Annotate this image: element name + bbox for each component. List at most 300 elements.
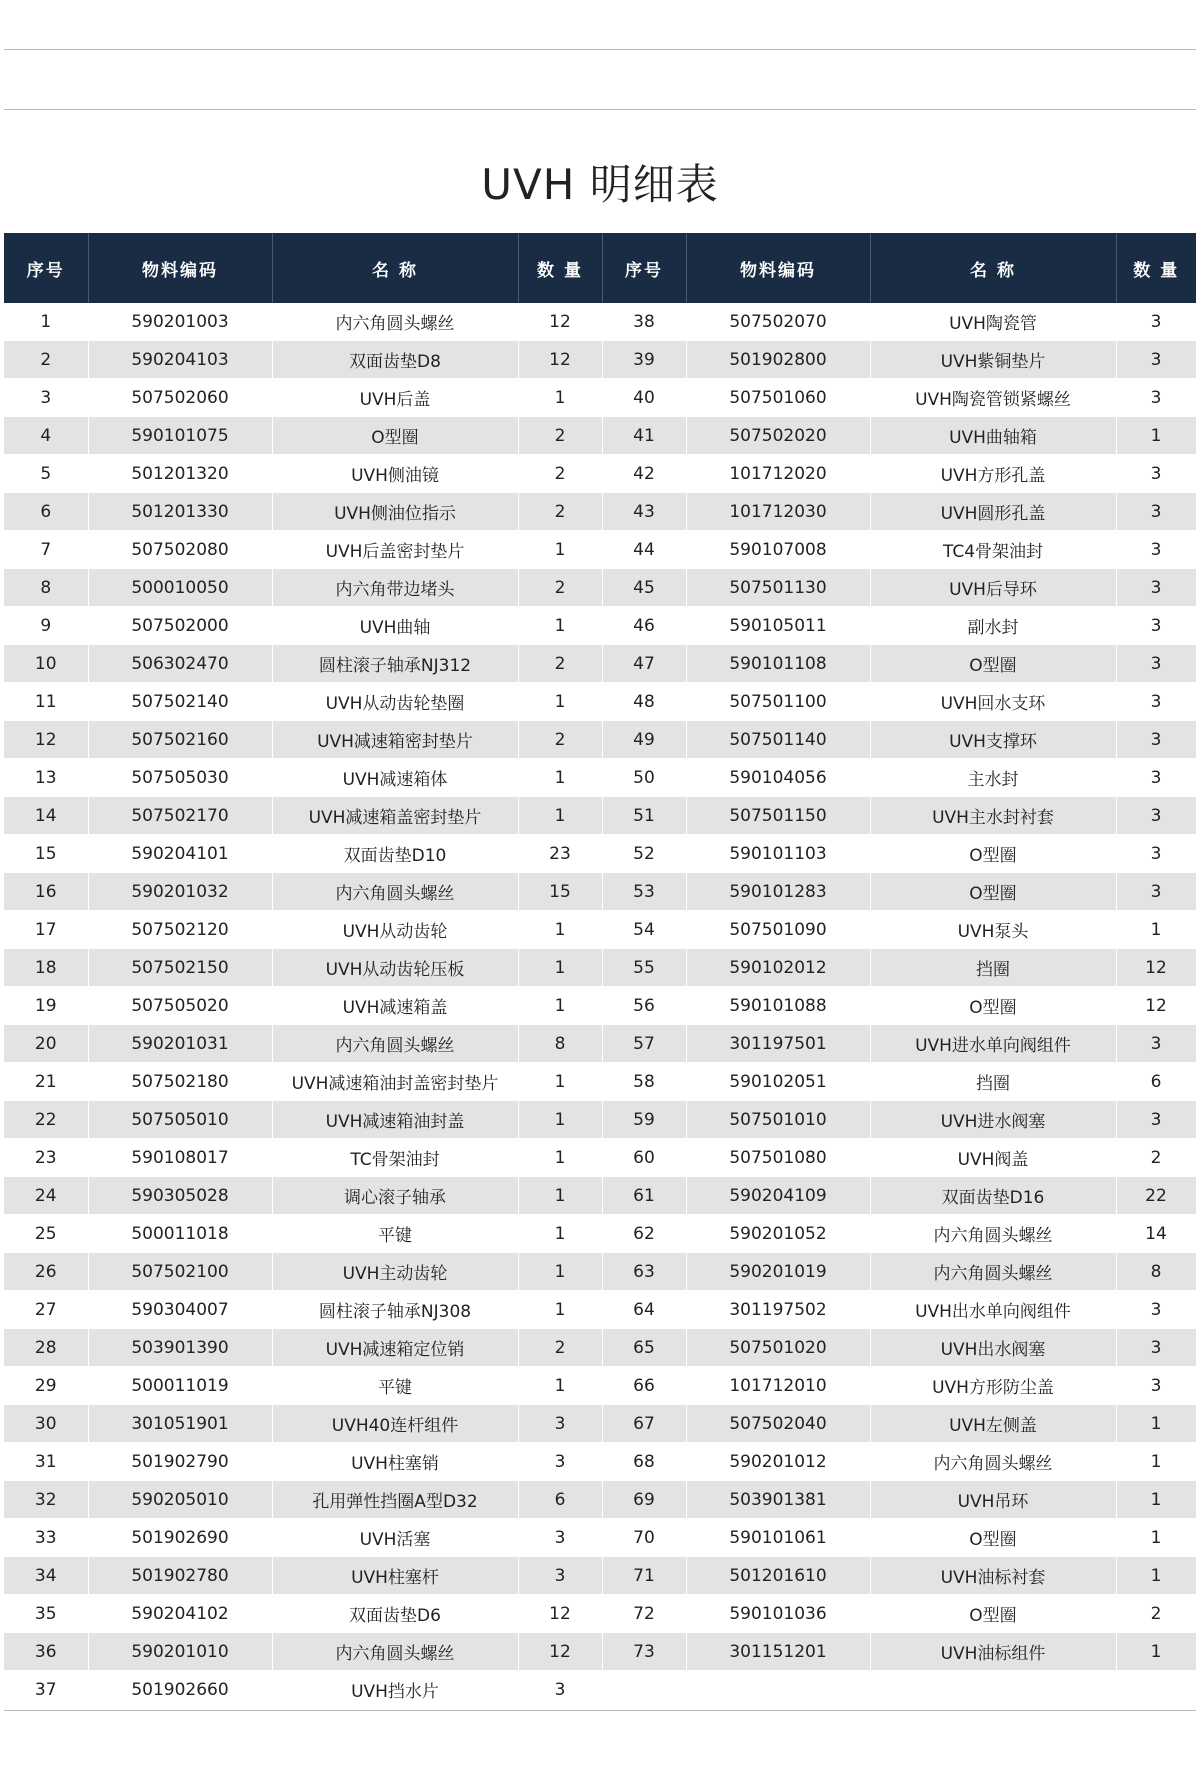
cell-index-left: 35 <box>4 1595 88 1633</box>
cell-index-right: 54 <box>602 911 686 949</box>
cell-qty-left: 1 <box>518 379 602 417</box>
cell-code-right: 101712020 <box>686 455 870 493</box>
header-index-left: 序号 <box>4 233 88 303</box>
cell-code-left: 501201330 <box>88 493 272 531</box>
top-rule-secondary <box>4 109 1196 110</box>
cell-name-left: O型圈 <box>272 417 518 455</box>
cell-qty-right: 3 <box>1116 797 1196 835</box>
cell-code-left: 507502000 <box>88 607 272 645</box>
cell-code-left: 507502140 <box>88 683 272 721</box>
cell-code-left: 507502100 <box>88 1253 272 1291</box>
cell-code-left: 507502180 <box>88 1063 272 1101</box>
cell-qty-right <box>1116 1671 1196 1709</box>
cell-index-right: 60 <box>602 1139 686 1177</box>
cell-qty-left: 6 <box>518 1481 602 1519</box>
cell-name-left: UVH减速箱盖 <box>272 987 518 1025</box>
cell-qty-right: 3 <box>1116 873 1196 911</box>
cell-name-left: UVH活塞 <box>272 1519 518 1557</box>
cell-qty-right: 1 <box>1116 1443 1196 1481</box>
cell-code-right: 101712030 <box>686 493 870 531</box>
cell-qty-left: 1 <box>518 759 602 797</box>
table-row <box>4 1367 1196 1405</box>
cell-index-right: 73 <box>602 1633 686 1671</box>
cell-qty-left: 1 <box>518 1177 602 1215</box>
cell-qty-right: 14 <box>1116 1215 1196 1253</box>
cell-index-left: 15 <box>4 835 88 873</box>
cell-qty-right: 3 <box>1116 759 1196 797</box>
cell-index-left: 30 <box>4 1405 88 1443</box>
cell-code-left: 501902790 <box>88 1443 272 1481</box>
cell-name-right: UVH方形孔盖 <box>870 455 1116 493</box>
cell-qty-left: 12 <box>518 1633 602 1671</box>
cell-name-right: UVH圆形孔盖 <box>870 493 1116 531</box>
cell-index-left: 10 <box>4 645 88 683</box>
cell-name-left: UVH后盖 <box>272 379 518 417</box>
cell-index-right: 53 <box>602 873 686 911</box>
table-row <box>4 835 1196 873</box>
cell-name-left: UVH柱塞销 <box>272 1443 518 1481</box>
cell-index-right: 47 <box>602 645 686 683</box>
cell-code-left: 507502170 <box>88 797 272 835</box>
cell-name-left: 内六角圆头螺丝 <box>272 873 518 911</box>
cell-name-left: 内六角圆头螺丝 <box>272 1633 518 1671</box>
cell-qty-left: 1 <box>518 683 602 721</box>
table-row <box>4 1063 1196 1101</box>
cell-code-left: 507502150 <box>88 949 272 987</box>
table-row <box>4 949 1196 987</box>
table-row <box>4 911 1196 949</box>
cell-code-left: 590201032 <box>88 873 272 911</box>
header-qty-right: 数 量 <box>1116 233 1196 303</box>
page-title: UVH 明细表 <box>481 160 719 209</box>
table-row <box>4 455 1196 493</box>
cell-index-right: 59 <box>602 1101 686 1139</box>
cell-index-right: 41 <box>602 417 686 455</box>
cell-index-right: 70 <box>602 1519 686 1557</box>
cell-code-right: 590201019 <box>686 1253 870 1291</box>
cell-name-left: TC骨架油封 <box>272 1139 518 1177</box>
cell-name-right: UVH后导环 <box>870 569 1116 607</box>
top-rule <box>4 49 1196 50</box>
cell-qty-left: 8 <box>518 1025 602 1063</box>
cell-qty-left: 1 <box>518 1063 602 1101</box>
cell-qty-left: 3 <box>518 1557 602 1595</box>
cell-qty-left: 2 <box>518 1329 602 1367</box>
cell-name-left: 内六角圆头螺丝 <box>272 1025 518 1063</box>
cell-code-right: 590101088 <box>686 987 870 1025</box>
cell-index-left: 29 <box>4 1367 88 1405</box>
cell-name-right: UVH方形防尘盖 <box>870 1367 1116 1405</box>
cell-name-left: 双面齿垫D8 <box>272 341 518 379</box>
cell-name-left: UVH减速箱定位销 <box>272 1329 518 1367</box>
table-row <box>4 645 1196 683</box>
cell-code-right: 507502020 <box>686 417 870 455</box>
cell-code-right: 590101103 <box>686 835 870 873</box>
cell-code-right: 590102012 <box>686 949 870 987</box>
cell-name-right: UVH陶瓷管锁紧螺丝 <box>870 379 1116 417</box>
cell-qty-left: 15 <box>518 873 602 911</box>
cell-qty-left: 2 <box>518 493 602 531</box>
cell-name-left: UVH侧油位指示 <box>272 493 518 531</box>
cell-name-right: UVH进水阀塞 <box>870 1101 1116 1139</box>
cell-qty-right: 1 <box>1116 1481 1196 1519</box>
cell-qty-right: 1 <box>1116 1405 1196 1443</box>
cell-qty-left: 23 <box>518 835 602 873</box>
cell-qty-right: 3 <box>1116 607 1196 645</box>
cell-code-right: 590107008 <box>686 531 870 569</box>
cell-name-right: 内六角圆头螺丝 <box>870 1253 1116 1291</box>
cell-index-right: 42 <box>602 455 686 493</box>
cell-code-left: 507502120 <box>88 911 272 949</box>
cell-index-left: 24 <box>4 1177 88 1215</box>
cell-qty-right: 3 <box>1116 531 1196 569</box>
cell-qty-right: 3 <box>1116 341 1196 379</box>
cell-index-right: 63 <box>602 1253 686 1291</box>
cell-qty-left: 3 <box>518 1405 602 1443</box>
cell-name-right: 双面齿垫D16 <box>870 1177 1116 1215</box>
cell-index-left: 31 <box>4 1443 88 1481</box>
cell-qty-left: 3 <box>518 1671 602 1709</box>
table-row <box>4 1405 1196 1443</box>
table-row <box>4 341 1196 379</box>
cell-qty-right: 3 <box>1116 1367 1196 1405</box>
cell-index-right: 45 <box>602 569 686 607</box>
table-row <box>4 1139 1196 1177</box>
cell-code-right: 507502070 <box>686 303 870 341</box>
cell-code-left: 590201010 <box>88 1633 272 1671</box>
cell-qty-left: 12 <box>518 341 602 379</box>
cell-code-right: 503901381 <box>686 1481 870 1519</box>
cell-name-left: UVH曲轴 <box>272 607 518 645</box>
cell-code-right: 507501130 <box>686 569 870 607</box>
cell-index-left: 34 <box>4 1557 88 1595</box>
cell-index-right: 48 <box>602 683 686 721</box>
cell-code-left: 590204102 <box>88 1595 272 1633</box>
cell-index-left: 18 <box>4 949 88 987</box>
cell-index-right: 72 <box>602 1595 686 1633</box>
cell-code-right: 590101283 <box>686 873 870 911</box>
cell-index-left: 22 <box>4 1101 88 1139</box>
cell-code-left: 590205010 <box>88 1481 272 1519</box>
cell-index-right: 50 <box>602 759 686 797</box>
cell-qty-left: 1 <box>518 987 602 1025</box>
cell-code-left: 590305028 <box>88 1177 272 1215</box>
cell-code-left: 590201031 <box>88 1025 272 1063</box>
cell-qty-left: 1 <box>518 1215 602 1253</box>
cell-qty-left: 1 <box>518 1253 602 1291</box>
cell-code-right: 507501060 <box>686 379 870 417</box>
cell-index-right: 64 <box>602 1291 686 1329</box>
cell-code-right <box>686 1671 870 1709</box>
table-row <box>4 1101 1196 1139</box>
cell-code-right: 507501150 <box>686 797 870 835</box>
cell-index-right: 67 <box>602 1405 686 1443</box>
cell-code-right: 590104056 <box>686 759 870 797</box>
table-row <box>4 1443 1196 1481</box>
cell-code-left: 501902780 <box>88 1557 272 1595</box>
cell-qty-left: 2 <box>518 721 602 759</box>
table-row <box>4 1025 1196 1063</box>
header-index-right: 序号 <box>602 233 686 303</box>
cell-name-right: UVH左侧盖 <box>870 1405 1116 1443</box>
cell-index-left: 32 <box>4 1481 88 1519</box>
cell-index-left: 11 <box>4 683 88 721</box>
cell-qty-left: 1 <box>518 1139 602 1177</box>
table-row <box>4 1633 1196 1671</box>
cell-index-left: 4 <box>4 417 88 455</box>
cell-qty-left: 2 <box>518 455 602 493</box>
cell-name-right: UVH回水支环 <box>870 683 1116 721</box>
cell-name-right: UVH紫铜垫片 <box>870 341 1116 379</box>
cell-name-right: UVH吊环 <box>870 1481 1116 1519</box>
cell-code-right: 507501100 <box>686 683 870 721</box>
table-row <box>4 1481 1196 1519</box>
cell-code-right: 590204109 <box>686 1177 870 1215</box>
cell-qty-left: 12 <box>518 303 602 341</box>
cell-code-left: 507502060 <box>88 379 272 417</box>
cell-index-right: 65 <box>602 1329 686 1367</box>
cell-qty-left: 1 <box>518 949 602 987</box>
table-row <box>4 873 1196 911</box>
cell-code-right: 590102051 <box>686 1063 870 1101</box>
cell-name-right: 挡圈 <box>870 1063 1116 1101</box>
cell-index-right: 40 <box>602 379 686 417</box>
table-row <box>4 1253 1196 1291</box>
cell-qty-right: 3 <box>1116 721 1196 759</box>
cell-index-left: 8 <box>4 569 88 607</box>
cell-index-left: 14 <box>4 797 88 835</box>
cell-code-left: 500010050 <box>88 569 272 607</box>
cell-name-left: UVH减速箱油封盖密封垫片 <box>272 1063 518 1101</box>
cell-code-right: 501902800 <box>686 341 870 379</box>
cell-qty-right: 3 <box>1116 683 1196 721</box>
cell-code-left: 500011018 <box>88 1215 272 1253</box>
cell-code-right: 101712010 <box>686 1367 870 1405</box>
cell-name-right: O型圈 <box>870 987 1116 1025</box>
cell-name-right: TC4骨架油封 <box>870 531 1116 569</box>
cell-qty-left: 2 <box>518 645 602 683</box>
cell-qty-right: 1 <box>1116 1633 1196 1671</box>
parts-table <box>4 233 1197 1709</box>
cell-qty-left: 1 <box>518 1291 602 1329</box>
cell-qty-left: 1 <box>518 1367 602 1405</box>
cell-qty-right: 3 <box>1116 303 1196 341</box>
cell-qty-right: 3 <box>1116 835 1196 873</box>
cell-name-left: UVH主动齿轮 <box>272 1253 518 1291</box>
table-row <box>4 1671 1196 1709</box>
cell-index-right: 49 <box>602 721 686 759</box>
cell-code-left: 501201320 <box>88 455 272 493</box>
cell-qty-left: 12 <box>518 1595 602 1633</box>
cell-name-right: UVH泵头 <box>870 911 1116 949</box>
cell-code-right: 507502040 <box>686 1405 870 1443</box>
cell-name-right: O型圈 <box>870 873 1116 911</box>
cell-index-left: 13 <box>4 759 88 797</box>
table-row <box>4 1595 1196 1633</box>
cell-code-right: 590105011 <box>686 607 870 645</box>
cell-qty-left: 3 <box>518 1519 602 1557</box>
cell-index-right: 56 <box>602 987 686 1025</box>
cell-name-right: UVH支撑环 <box>870 721 1116 759</box>
cell-qty-right: 2 <box>1116 1139 1196 1177</box>
header-code-left: 物料编码 <box>88 233 272 303</box>
cell-index-left: 7 <box>4 531 88 569</box>
cell-index-left: 37 <box>4 1671 88 1709</box>
cell-qty-right: 2 <box>1116 1595 1196 1633</box>
cell-name-left: 双面齿垫D6 <box>272 1595 518 1633</box>
cell-name-right: UVH曲轴箱 <box>870 417 1116 455</box>
cell-code-right: 507501020 <box>686 1329 870 1367</box>
cell-code-right: 507501010 <box>686 1101 870 1139</box>
cell-index-right: 44 <box>602 531 686 569</box>
cell-code-left: 590204103 <box>88 341 272 379</box>
cell-code-left: 590201003 <box>88 303 272 341</box>
cell-name-right: O型圈 <box>870 645 1116 683</box>
cell-name-right: O型圈 <box>870 835 1116 873</box>
table-row <box>4 607 1196 645</box>
cell-index-left: 19 <box>4 987 88 1025</box>
header-name-left: 名 称 <box>272 233 518 303</box>
cell-qty-left: 2 <box>518 569 602 607</box>
cell-qty-right: 1 <box>1116 911 1196 949</box>
table-row <box>4 417 1196 455</box>
cell-code-right: 590101036 <box>686 1595 870 1633</box>
table-row <box>4 1519 1196 1557</box>
cell-index-left: 36 <box>4 1633 88 1671</box>
cell-index-right: 46 <box>602 607 686 645</box>
cell-qty-right: 12 <box>1116 949 1196 987</box>
cell-code-left: 503901390 <box>88 1329 272 1367</box>
cell-code-left: 501902660 <box>88 1671 272 1709</box>
cell-index-left: 27 <box>4 1291 88 1329</box>
cell-code-right: 590101108 <box>686 645 870 683</box>
cell-name-right: UVH油标衬套 <box>870 1557 1116 1595</box>
cell-index-left: 6 <box>4 493 88 531</box>
cell-qty-right: 3 <box>1116 379 1196 417</box>
cell-name-right: 主水封 <box>870 759 1116 797</box>
cell-code-right: 507501140 <box>686 721 870 759</box>
header-name-right: 名 称 <box>870 233 1116 303</box>
cell-name-left: 内六角带边堵头 <box>272 569 518 607</box>
table-row <box>4 493 1196 531</box>
cell-name-right: UVH陶瓷管 <box>870 303 1116 341</box>
cell-qty-left: 3 <box>518 1443 602 1481</box>
table-row <box>4 303 1196 341</box>
bottom-rule <box>4 1710 1196 1711</box>
cell-qty-right: 1 <box>1116 1519 1196 1557</box>
cell-code-left: 590108017 <box>88 1139 272 1177</box>
cell-name-right: UVH进水单向阀组件 <box>870 1025 1116 1063</box>
cell-name-right: UVH阀盖 <box>870 1139 1116 1177</box>
cell-code-right: 501201610 <box>686 1557 870 1595</box>
cell-name-left: UVH从动齿轮压板 <box>272 949 518 987</box>
cell-index-right: 68 <box>602 1443 686 1481</box>
cell-index-right: 51 <box>602 797 686 835</box>
cell-name-right: 内六角圆头螺丝 <box>870 1215 1116 1253</box>
cell-name-left: 内六角圆头螺丝 <box>272 303 518 341</box>
table-row <box>4 531 1196 569</box>
cell-index-right: 43 <box>602 493 686 531</box>
cell-code-right: 301197502 <box>686 1291 870 1329</box>
cell-name-left: UVH减速箱盖密封垫片 <box>272 797 518 835</box>
cell-qty-right: 6 <box>1116 1063 1196 1101</box>
cell-index-left: 21 <box>4 1063 88 1101</box>
cell-index-left: 28 <box>4 1329 88 1367</box>
cell-qty-right: 3 <box>1116 1101 1196 1139</box>
cell-index-left: 2 <box>4 341 88 379</box>
cell-code-left: 506302470 <box>88 645 272 683</box>
cell-index-right: 62 <box>602 1215 686 1253</box>
cell-name-right: 挡圈 <box>870 949 1116 987</box>
cell-name-right: 内六角圆头螺丝 <box>870 1443 1116 1481</box>
cell-code-right: 590201052 <box>686 1215 870 1253</box>
cell-index-left: 5 <box>4 455 88 493</box>
cell-name-right: 副水封 <box>870 607 1116 645</box>
cell-code-right: 590101061 <box>686 1519 870 1557</box>
cell-name-left: 平键 <box>272 1367 518 1405</box>
cell-code-left: 507505030 <box>88 759 272 797</box>
cell-index-left: 17 <box>4 911 88 949</box>
cell-qty-left: 1 <box>518 797 602 835</box>
cell-qty-right: 3 <box>1116 1291 1196 1329</box>
table-row <box>4 1291 1196 1329</box>
cell-qty-right: 3 <box>1116 1025 1196 1063</box>
cell-index-right: 39 <box>602 341 686 379</box>
cell-qty-right: 22 <box>1116 1177 1196 1215</box>
cell-name-left: UVH减速箱体 <box>272 759 518 797</box>
cell-index-left: 25 <box>4 1215 88 1253</box>
cell-code-left: 590204101 <box>88 835 272 873</box>
cell-index-right: 38 <box>602 303 686 341</box>
cell-index-left: 26 <box>4 1253 88 1291</box>
cell-code-left: 507502160 <box>88 721 272 759</box>
cell-index-left: 16 <box>4 873 88 911</box>
cell-index-right: 66 <box>602 1367 686 1405</box>
cell-code-left: 301051901 <box>88 1405 272 1443</box>
table-row <box>4 379 1196 417</box>
table-row <box>4 569 1196 607</box>
cell-index-right <box>602 1671 686 1709</box>
cell-qty-right: 3 <box>1116 569 1196 607</box>
cell-name-right: O型圈 <box>870 1595 1116 1633</box>
table-row <box>4 721 1196 759</box>
table-row <box>4 1557 1196 1595</box>
table-row <box>4 797 1196 835</box>
header-qty-left: 数 量 <box>518 233 602 303</box>
cell-name-left: 圆柱滚子轴承NJ308 <box>272 1291 518 1329</box>
cell-name-left: 调心滚子轴承 <box>272 1177 518 1215</box>
cell-name-left: UVH柱塞杆 <box>272 1557 518 1595</box>
cell-name-left: 双面齿垫D10 <box>272 835 518 873</box>
cell-index-left: 1 <box>4 303 88 341</box>
table-header-row <box>4 233 1196 303</box>
cell-name-left: UVH从动齿轮 <box>272 911 518 949</box>
table-row <box>4 987 1196 1025</box>
cell-qty-right: 3 <box>1116 1329 1196 1367</box>
table-row <box>4 759 1196 797</box>
cell-name-left: 平键 <box>272 1215 518 1253</box>
cell-index-right: 69 <box>602 1481 686 1519</box>
cell-code-left: 507502080 <box>88 531 272 569</box>
table-row <box>4 1215 1196 1253</box>
cell-name-left: 孔用弹性挡圈A型D32 <box>272 1481 518 1519</box>
cell-name-left: UVH减速箱密封垫片 <box>272 721 518 759</box>
cell-name-right: UVH主水封衬套 <box>870 797 1116 835</box>
cell-index-left: 20 <box>4 1025 88 1063</box>
cell-code-left: 500011019 <box>88 1367 272 1405</box>
cell-index-right: 55 <box>602 949 686 987</box>
cell-code-right: 507501090 <box>686 911 870 949</box>
